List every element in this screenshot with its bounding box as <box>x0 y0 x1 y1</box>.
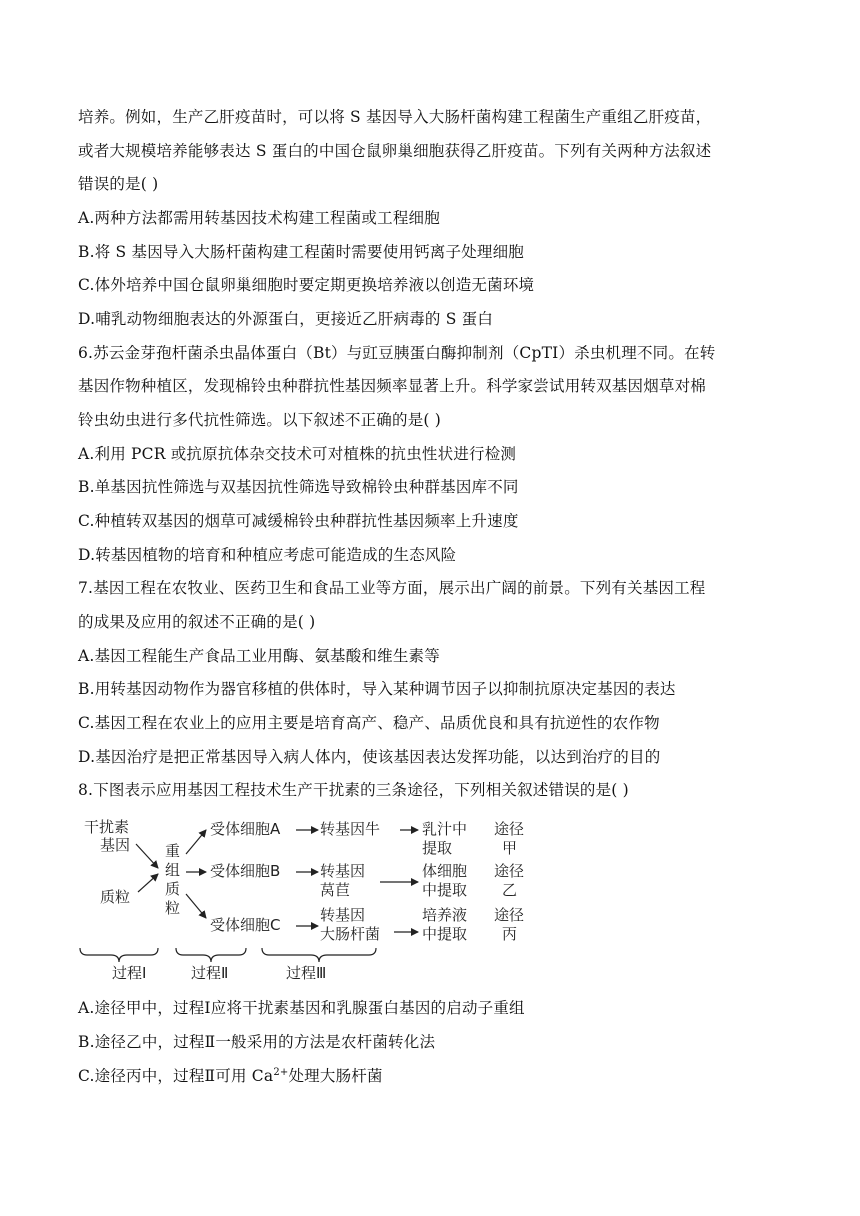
option-line: C.体外培养中国仓鼠卵巢细胞时要定期更换培养液以创造无菌环境 <box>78 276 535 294</box>
extraction-label: 培养液 <box>422 906 468 924</box>
gene-label: 干扰素 <box>84 818 130 836</box>
option-line: A.途径甲中，过程Ⅰ应将干扰素基因和乳腺蛋白基因的启动子重组 <box>78 999 525 1017</box>
receptor-cell-b: 受体细胞B <box>210 862 281 880</box>
recombinant-label: 质 <box>165 880 181 898</box>
pathway-label: 途径 <box>494 862 525 880</box>
question-line: 的成果及应用的叙述不正确的是( ) <box>78 613 316 631</box>
option-line: B.用转基因动物作为器官移植的供体时，导入某种调节因子以抑制抗原决定基因的表达 <box>78 680 676 698</box>
process-label: 过程Ⅰ <box>112 964 147 982</box>
option-line: C.基因工程在农业上的应用主要是培育高产、稳产、品质优良和具有抗逆性的农作物 <box>78 714 660 732</box>
extraction-label: 提取 <box>422 839 453 857</box>
recombinant-label: 组 <box>165 861 181 879</box>
text-line: 培养。例如，生产乙肝疫苗时，可以将 S 基因导入大肠杆菌构建工程菌生产重组乙肝疫苗， <box>78 108 712 126</box>
question-line: 6.苏云金芽孢杆菌杀虫晶体蛋白（Bt）与豇豆胰蛋白酶抑制剂（CpTⅠ）杀虫机理不同。在转 <box>78 344 716 362</box>
option-line: D.基因治疗是把正常基因导入病人体内，使该基因表达发挥功能，以达到治疗的目的 <box>78 748 661 766</box>
extraction-label: 乳汁中 <box>422 820 468 838</box>
recombinant-label: 重 <box>165 842 181 860</box>
receptor-cell-a: 受体细胞A <box>210 820 281 838</box>
gene-label: 基因 <box>100 836 131 854</box>
question-line: 8.下图表示应用基因工程技术生产干扰素的三条途径，下列相关叙述错误的是( ) <box>78 781 629 799</box>
option-line <box>78 1066 383 1086</box>
organism-label: 转基因 <box>320 862 366 880</box>
option-line: D.哺乳动物细胞表达的外源蛋白，更接近乙肝病毒的 S 蛋白 <box>78 310 494 328</box>
pathway-label: 途径 <box>494 820 525 838</box>
process-label: 过程Ⅱ <box>191 964 229 982</box>
option-text: 处理大肠杆菌 <box>288 1067 383 1085</box>
diagram-arrows <box>78 808 548 988</box>
extraction-label: 中提取 <box>422 925 468 943</box>
extraction-label: 体细胞 <box>422 862 468 880</box>
organism-label: 大肠杆菌 <box>320 925 381 943</box>
interferon-pathway-diagram <box>78 808 548 988</box>
recombinant-label: 粒 <box>165 899 181 917</box>
option-line: B.将 S 基因导入大肠杆菌构建工程菌时需要使用钙离子处理细胞 <box>78 243 524 261</box>
text-line: 错误的是( ) <box>78 175 159 193</box>
option-line: A.基因工程能生产食品工业用酶、氨基酸和维生素等 <box>78 647 440 665</box>
pathway-label: 甲 <box>502 839 518 857</box>
question-line: 基因作物种植区，发现棉铃虫种群抗性基因频率显著上升。科学家尝试用转双基因烟草对棉 <box>78 377 707 395</box>
process-label: 过程Ⅲ <box>286 964 327 982</box>
organism-label: 转基因 <box>320 906 366 924</box>
pathway-label: 乙 <box>502 881 518 899</box>
option-line: D.转基因植物的培育和种植应考虑可能造成的生态风险 <box>78 546 457 564</box>
option-line: B.途径乙中，过程Ⅱ一般采用的方法是农杆菌转化法 <box>78 1033 436 1051</box>
option-line: A.两种方法都需用转基因技术构建工程菌或工程细胞 <box>78 209 440 227</box>
option-line: C.种植转双基因的烟草可减缓棉铃虫种群抗性基因频率上升速度 <box>78 512 519 530</box>
plasmid-label: 质粒 <box>100 888 131 906</box>
pathway-label: 丙 <box>502 925 518 943</box>
text-line: 或者大规模培养能够表达 S 蛋白的中国仓鼠卵巢细胞获得乙肝疫苗。下列有关两种方法叙述 <box>78 142 712 160</box>
question-line: 7.基因工程在农牧业、医药卫生和食品工业等方面，展示出广阔的前景。下列有关基因工程 <box>78 579 706 597</box>
question-line: 铃虫幼虫进行多代抗性筛选。以下叙述不正确的是( ) <box>78 411 442 429</box>
receptor-cell-c: 受体细胞C <box>210 916 281 934</box>
option-text: C.途径丙中，过程Ⅱ可用 Ca <box>78 1067 274 1085</box>
extraction-label: 中提取 <box>422 881 468 899</box>
option-line: A.利用 PCR 或抗原抗体杂交技术可对植株的抗虫性状进行检测 <box>78 445 517 463</box>
pathway-label: 途径 <box>494 906 525 924</box>
charge-superscript: 2+ <box>273 1067 289 1078</box>
organism-label: 转基因牛 <box>320 820 381 838</box>
organism-label: 莴苣 <box>320 881 351 899</box>
option-line: B.单基因抗性筛选与双基因抗性筛选导致棉铃虫种群基因库不同 <box>78 478 519 496</box>
